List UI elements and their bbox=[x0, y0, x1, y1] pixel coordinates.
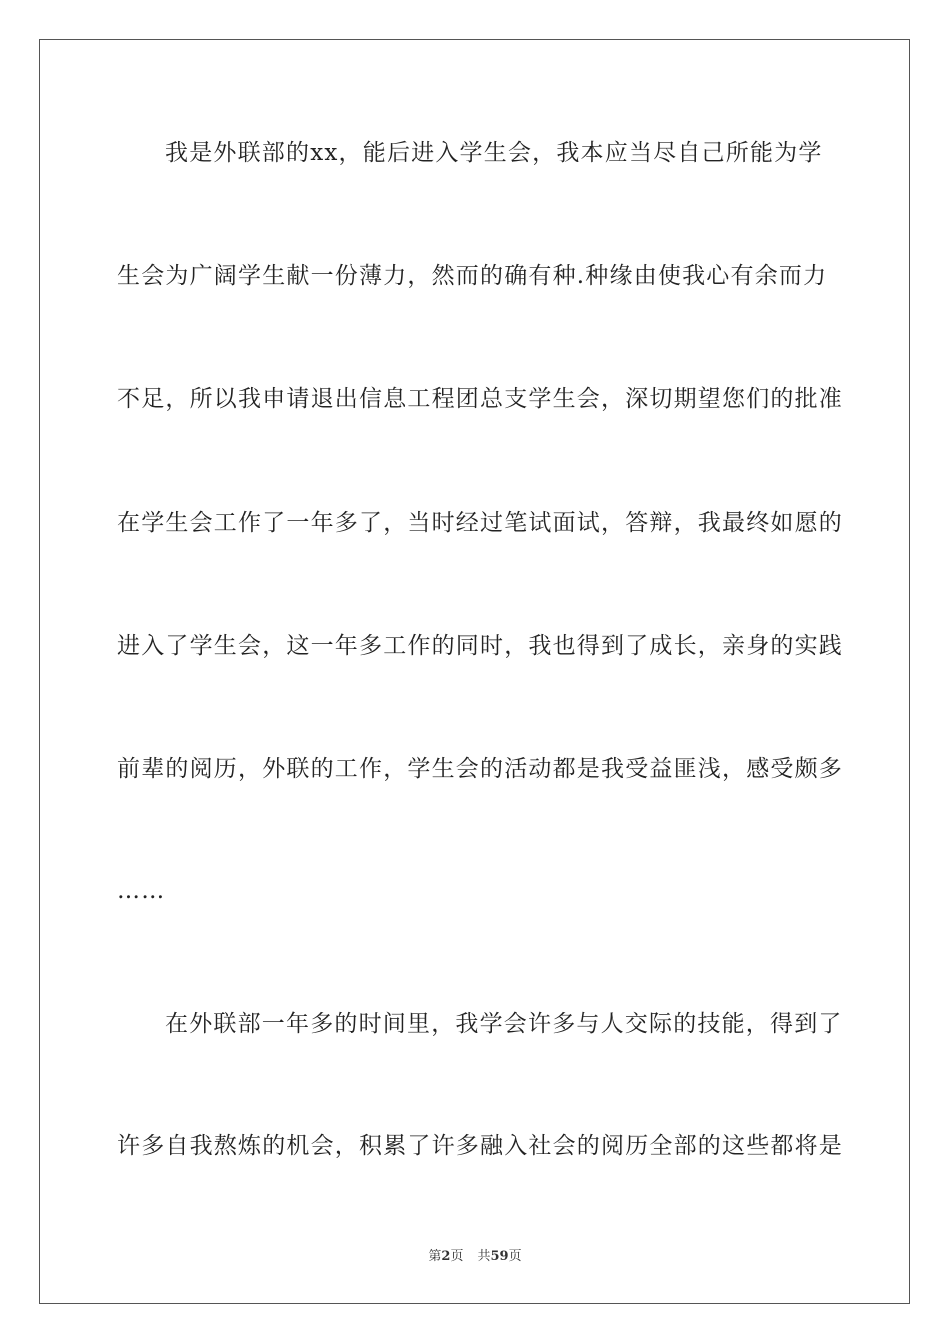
footer-prefix: 第 bbox=[428, 1249, 442, 1264]
ellipsis-line: …… bbox=[117, 878, 166, 904]
paragraph-line: 在外联部一年多的时间里，我学会许多与人交际的技能，得到了 bbox=[165, 1011, 843, 1037]
paragraph-line: 前辈的阅历，外联的工作，学生会的活动都是我受益匪浅，感受颇多 bbox=[117, 756, 843, 782]
paragraph-line: 生会为广阔学生献一份薄力，然而的确有种.种缘由使我心有余而力 bbox=[117, 263, 828, 289]
footer-total-prefix: 共 bbox=[477, 1249, 491, 1264]
paragraph-line: 许多自我熬炼的机会，积累了许多融入社会的阅历全部的这些都将是 bbox=[117, 1133, 843, 1159]
total-page-count: 59 bbox=[490, 1249, 509, 1264]
paragraph-line: 不足，所以我申请退出信息工程团总支学生会，深切期望您们的批准 bbox=[117, 386, 843, 412]
page-border bbox=[39, 39, 910, 1304]
paragraph-line: 我是外联部的xx，能后进入学生会，我本应当尽自己所能为学 bbox=[165, 140, 823, 166]
paragraph-line: 在学生会工作了一年多了，当时经过笔试面试，答辩，我最终如愿的 bbox=[117, 510, 843, 536]
current-page-number: 2 bbox=[441, 1249, 451, 1264]
paragraph-line: 进入了学生会，这一年多工作的同时，我也得到了成长，亲身的实践 bbox=[117, 633, 843, 659]
footer-total-unit: 页 bbox=[508, 1249, 522, 1264]
page-footer bbox=[0, 1248, 950, 1266]
footer-page-unit: 页 bbox=[450, 1249, 464, 1264]
